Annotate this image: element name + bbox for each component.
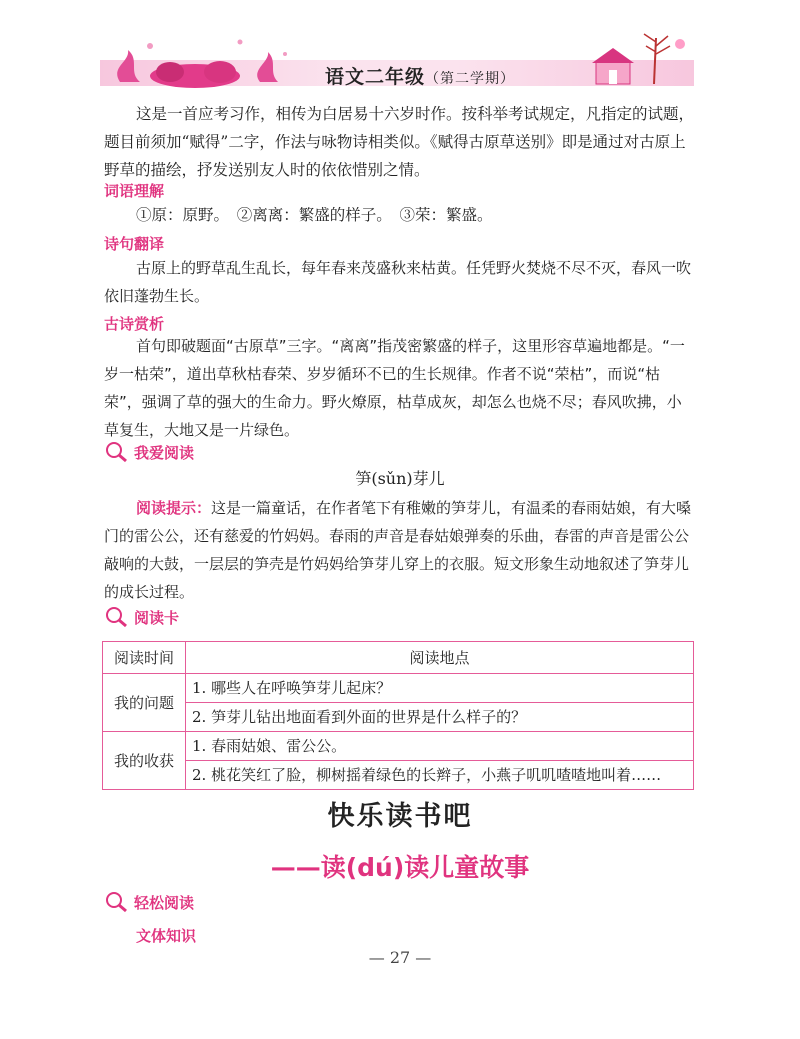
section-subtitle: ——读(dú)读儿童故事 [270, 853, 530, 882]
table-row [103, 642, 694, 674]
card-heading [104, 605, 179, 629]
table-row [103, 732, 694, 790]
gain-1: 1. 春雨姑娘、雷公公。 [192, 737, 347, 755]
magnifier-icon [104, 891, 130, 913]
table-row [103, 674, 694, 732]
question-1: 1. 哪些人在呼唤笋芽儿起床？ [192, 679, 392, 697]
page-header [100, 32, 694, 94]
reading-place-label: 阅读地点 [186, 642, 694, 674]
vocab-heading: 词语理解 [104, 182, 165, 200]
reading-time-label: 阅读时间 [103, 642, 186, 674]
vocab-text: ①原：原野。 ②离离：繁盛的样子。 ③荣：繁盛。 [136, 206, 493, 224]
reading-card-table [102, 641, 694, 790]
page-number: — 27 — [368, 948, 432, 967]
translation-text: 古原上的野草乱生乱长，每年春来茂盛秋来枯黄。任凭野火焚烧不尽不灭，春风一吹依旧蓬勃生长。 [104, 259, 692, 305]
genre-knowledge-heading: 文体知识 [136, 927, 197, 945]
hint-text: 这是一篇童话，在作者笔下有稚嫩的笋芽儿，有温柔的春雨姑娘，有大嗓门的雷公公，还有慈爱的竹妈妈。春雨的声音是春姑娘弹奏的乐曲，春雷的声音是雷公公敲响的大鼓，一层层的笋壳是竹妈妈给笋芽儿穿上的衣服。短文形象生动地叙述了笋芽儿的成长过程。 [104, 499, 692, 601]
header-decoration-left-icon [100, 32, 320, 90]
hint-label: 阅读提示： [136, 499, 212, 517]
my-questions-label: 我的问题 [103, 674, 186, 732]
my-questions-cell [186, 674, 694, 732]
my-gains-cell [186, 732, 694, 790]
question-2: 2. 笋芽儿钻出地面看到外面的世界是什么样子的？ [186, 702, 693, 731]
gain-2: 2. 桃花笑红了脸，柳树摇着绿色的长辫子，小燕子叽叽喳喳地叫着…… [186, 760, 693, 789]
card-heading-label: 阅读卡 [134, 608, 180, 627]
reading-heading [104, 440, 194, 464]
my-gains-label: 我的收获 [103, 732, 186, 790]
header-decoration-right-icon [584, 32, 694, 90]
easy-reading-label: 轻松阅读 [134, 893, 195, 912]
section-title: 快乐读书吧 [327, 801, 473, 832]
reading-hint [104, 494, 694, 606]
header-title: 语文二年级（第二学期） [325, 66, 516, 88]
appreciation-text: 首句即破题面“古原草”三字。“离离”指茂密繁盛的样子，这里形容草遍地都是。“一岁一枯荣”，道出草秋枯春荣、岁岁循环不已的生长规律。作者不说“荣枯”，而说“枯荣”，强调了草的强大的生命力。野火燎原，枯草成灰，却怎么也烧不尽；春风吹拂，小草复生，大地又是一片绿色。 [104, 337, 685, 439]
easy-reading-heading [104, 890, 194, 914]
story-title: 笋(sǔn)芽儿 [355, 469, 445, 488]
intro-paragraph: 这是一首应考习作，相传为白居易十六岁时作。按科举考试规定，凡指定的试题，题目前须加“赋得”二字，作法与咏物诗相类似。《赋得古原草送别》即是通过对古原上野草的描绘，抒发送别友人时的依依惜别之情。 [104, 105, 695, 179]
translation-heading: 诗句翻译 [104, 235, 165, 253]
magnifier-icon [104, 606, 130, 628]
reading-heading-label: 我爱阅读 [134, 443, 195, 462]
appreciation-heading: 古诗赏析 [104, 315, 165, 333]
magnifier-icon [104, 441, 130, 463]
